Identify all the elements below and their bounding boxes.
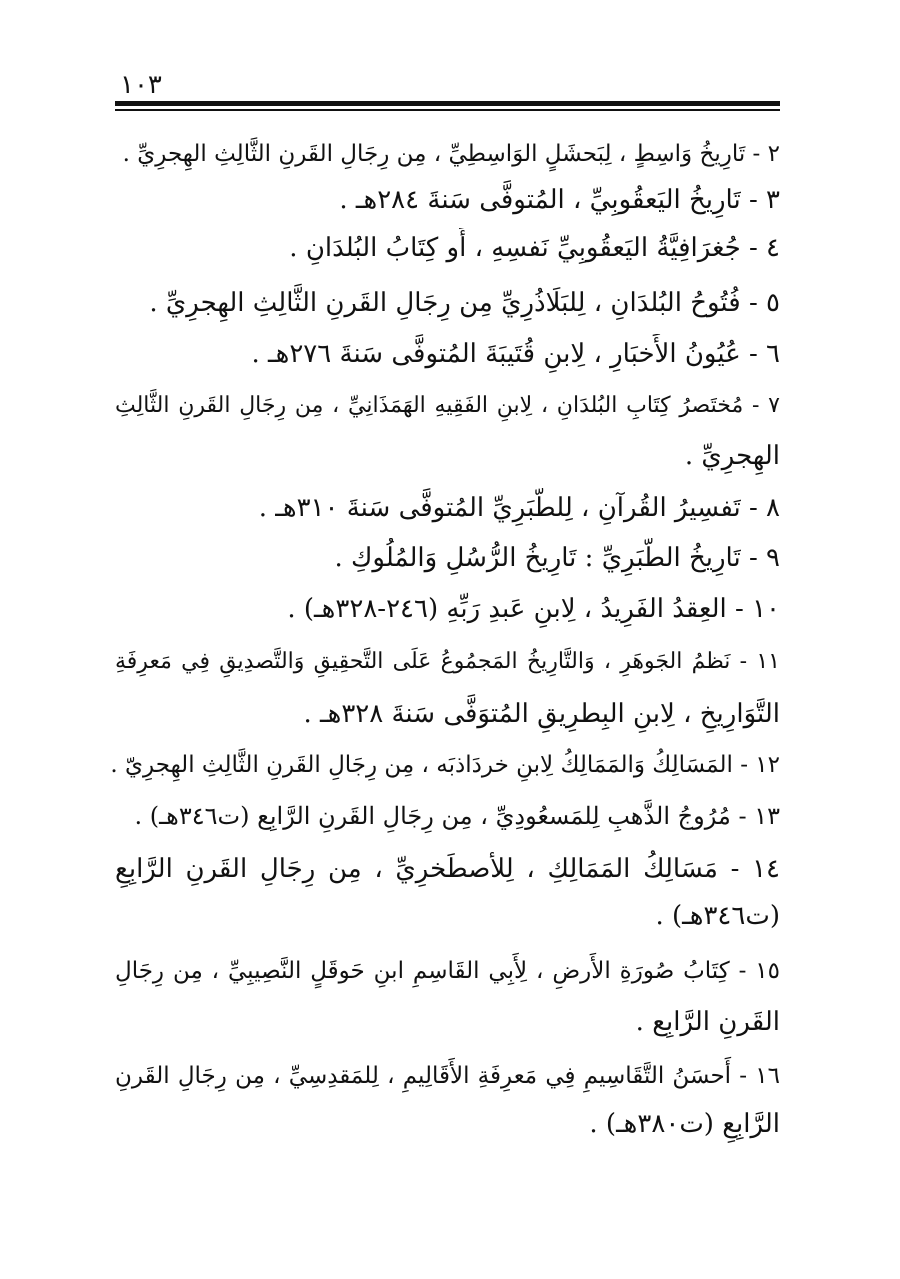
text-line: ٢ - تَارِيخُ وَاسِطٍ ، لِبَحشَلٍ الوَاسِطِيِّ ، مِن رِجَالِ القَرنِ الثَّالِثِ الهِجرِيِّ . [122, 141, 780, 167]
text-line: الرَّابِعِ (ت٣٨٠هـ) . [589, 1109, 780, 1139]
text-line: ٥ - فُتُوحُ البُلدَانِ ، لِلبَلَاذُرِيِّ مِن رِجَالِ القَرنِ الثَّالِثِ الهِجرِيِّ . [149, 288, 780, 318]
text-line: ١٥ - كِتَابُ صُورَةِ الأَرضِ ، لِأَبِي القَاسِمِ ابنِ حَوقَلٍ النَّصِيبِيِّ ، مِن رِجَالِ [115, 958, 780, 984]
text-line: ٧ - مُختَصرُ كِتَابِ البُلدَانِ ، لِابنِ الفَقِيهِ الهَمَذَانِيِّ ، مِن رِجَالِ القَرنِ الثَّالِثِ [115, 393, 780, 418]
text-line: ١٦ - أَحسَنُ التَّقَاسِيمِ فِي مَعرِفَةِ الأَقَالِيمِ ، لِلمَقدِسِيِّ ، مِن رِجَالِ القَرنِ [115, 1063, 780, 1089]
text-line: (ت٣٤٦هـ) . [655, 901, 780, 931]
text-line: ٣ - تَارِيخُ اليَعقُوبِيِّ ، المُتوفَّى سَنةَ ٢٨٤هـ . [339, 185, 780, 215]
page-number: ١٠٣ [120, 70, 162, 100]
text-line: ٤ - جُغرَافِيَّةُ اليَعقُوبِيِّ نَفسِهِ ، أَو كِتَابُ البُلدَانِ . [289, 233, 780, 263]
text-line: الهِجرِيِّ . [684, 441, 780, 471]
text-line: ١٢ - المَسَالِكُ وَالمَمَالِكُ لِابنِ خردَاذبَه ، مِن رِجَالِ القَرنِ الثَّالِثِ الهِجرِيّ . [110, 752, 780, 778]
text-line: ٩ - تَارِيخُ الطَّبَرِيِّ : تَارِيخُ الرُّسُلِ وَالمُلُوكِ . [334, 543, 780, 573]
text-line: ١١ - نَظمُ الجَوهَرِ ، وَالتَّارِيخُ المَجمُوعُ عَلَى التَّحقِيقِ وَالتَّصدِيقِ فِي مَعرِفَةِ [115, 649, 780, 674]
text-line: ١٤ - مَسَالِكُ المَمَالِكِ ، لِلأصطَخرِيِّ ، مِن رِجَالِ القَرنِ الرَّابِعِ [115, 854, 780, 884]
text-line: ١٠ - العِقدُ الفَرِيدُ ، لِابنِ عَبدِ رَبِّهِ (٢٤٦-٣٢٨هـ) . [287, 594, 780, 624]
text-line: القَرنِ الرَّابِع . [635, 1007, 780, 1037]
text-line: ٨ - تَفسِيرُ القُرآنِ ، لِلطَّبَرِيِّ المُتوفَّى سَنةَ ٣١٠هـ . [258, 493, 780, 523]
text-line: ٦ - عُيُونُ الأَخبَارِ ، لِابنِ قُتَيبَةَ المُتوفَّى سَنةَ ٢٧٦هـ . [251, 339, 780, 369]
text-line: التَّوَارِيخِ ، لِابنِ البِطرِيقِ المُتوَفَّى سَنةَ ٣٢٨هـ . [303, 699, 780, 729]
text-line: ١٣ - مُرُوجُ الذَّهبِ لِلمَسعُودِيِّ ، مِن رِجَالِ القَرنِ الرَّابِع (ت٣٤٦هـ) . [134, 802, 780, 830]
